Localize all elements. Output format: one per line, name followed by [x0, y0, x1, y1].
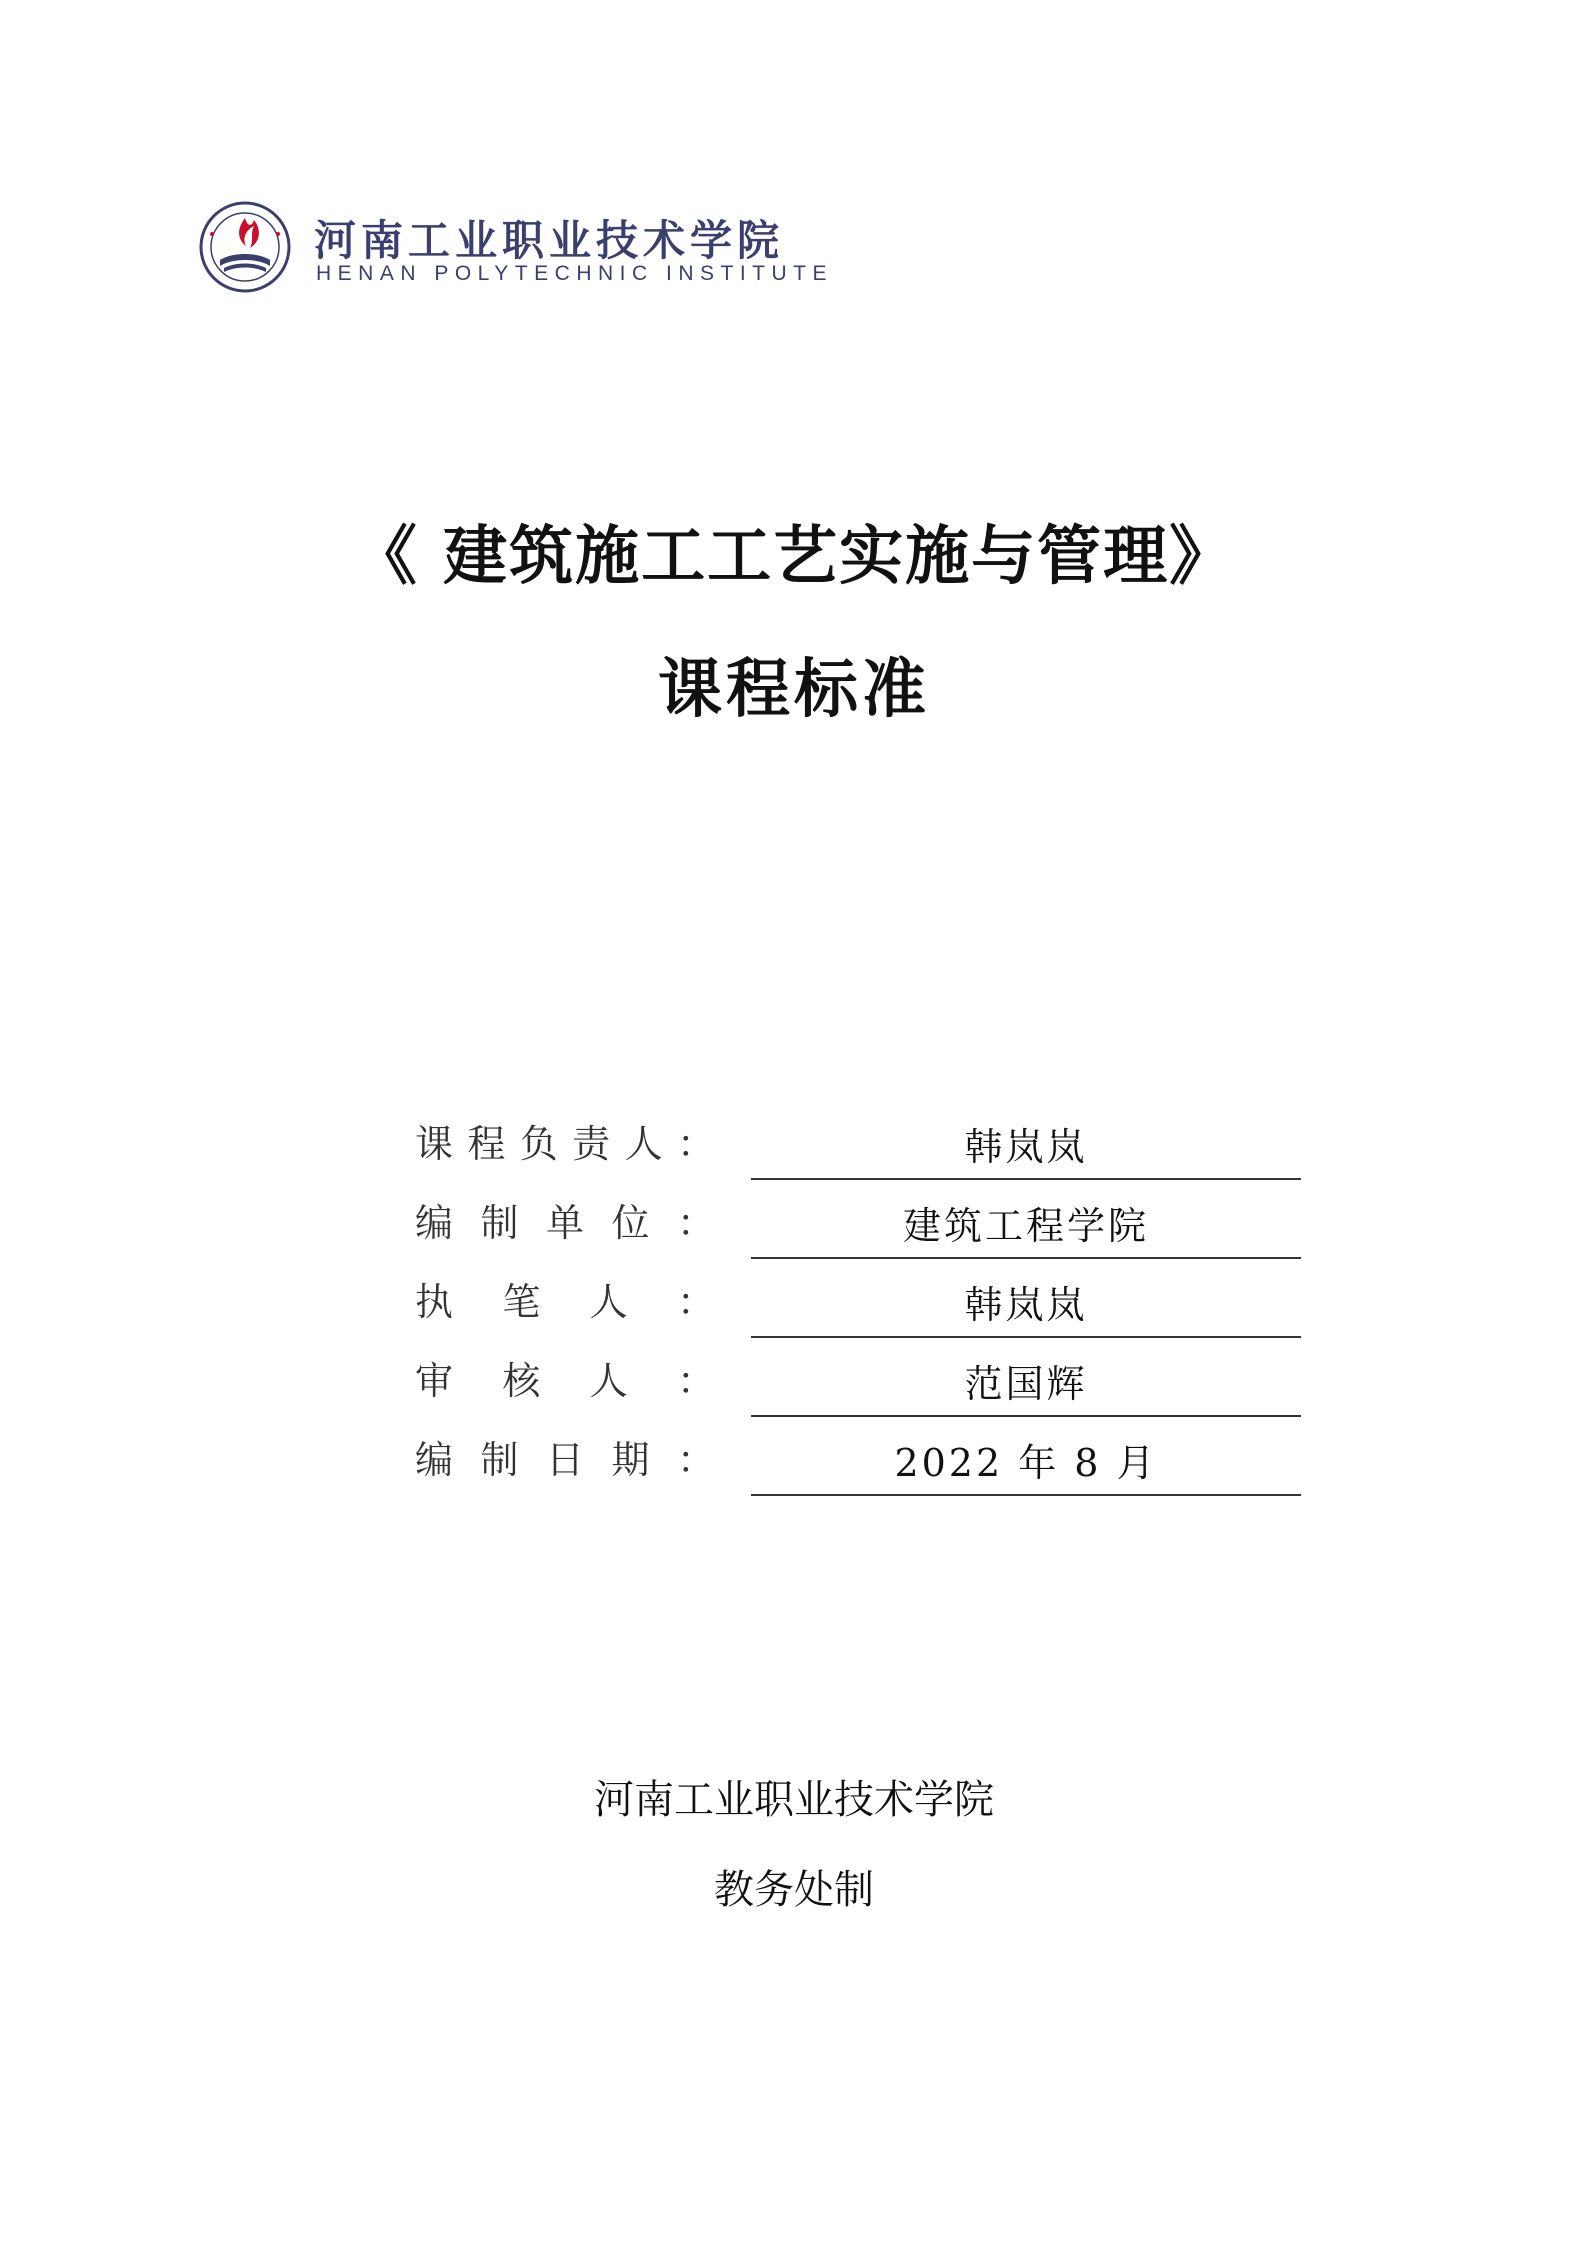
- document-title: 《 建筑施工工艺实施与管理》: [352, 520, 1236, 594]
- info-label: 审 核 人 ：: [415, 1358, 715, 1403]
- info-label: 编 制 日 期 ：: [415, 1437, 715, 1482]
- info-label: 执 笔 人 ：: [415, 1279, 715, 1324]
- document-subtitle: 课程标准: [658, 653, 930, 727]
- info-row-writer: [415, 1258, 1305, 1337]
- info-label: 课 程 负 责 人 ：: [415, 1121, 715, 1166]
- info-value: 韩岚岚: [751, 1266, 1301, 1338]
- logo-english-name: HENAN POLYTECHNIC INSTITUTE: [316, 262, 833, 285]
- footer-institution: 河南工业职业技术学院: [594, 1777, 994, 1823]
- logo-chinese-name: 河南工业职业技术学院: [314, 216, 785, 265]
- info-row-reviewer: [415, 1337, 1305, 1416]
- info-label: 编 制 单 位 ：: [415, 1200, 715, 1245]
- info-row-date: [415, 1416, 1305, 1495]
- footer-department: 教务处制: [714, 1867, 874, 1913]
- info-value: 范国辉: [751, 1345, 1301, 1417]
- info-value: 建筑工程学院: [751, 1187, 1301, 1259]
- institution-logo: [198, 200, 833, 300]
- info-table: [415, 1100, 1305, 1495]
- info-value: 2022 年 8 月: [751, 1424, 1301, 1496]
- school-emblem-icon: [198, 200, 292, 294]
- info-value: 韩岚岚: [751, 1108, 1301, 1180]
- info-row-course-lead: [415, 1100, 1305, 1179]
- info-row-unit: [415, 1179, 1305, 1258]
